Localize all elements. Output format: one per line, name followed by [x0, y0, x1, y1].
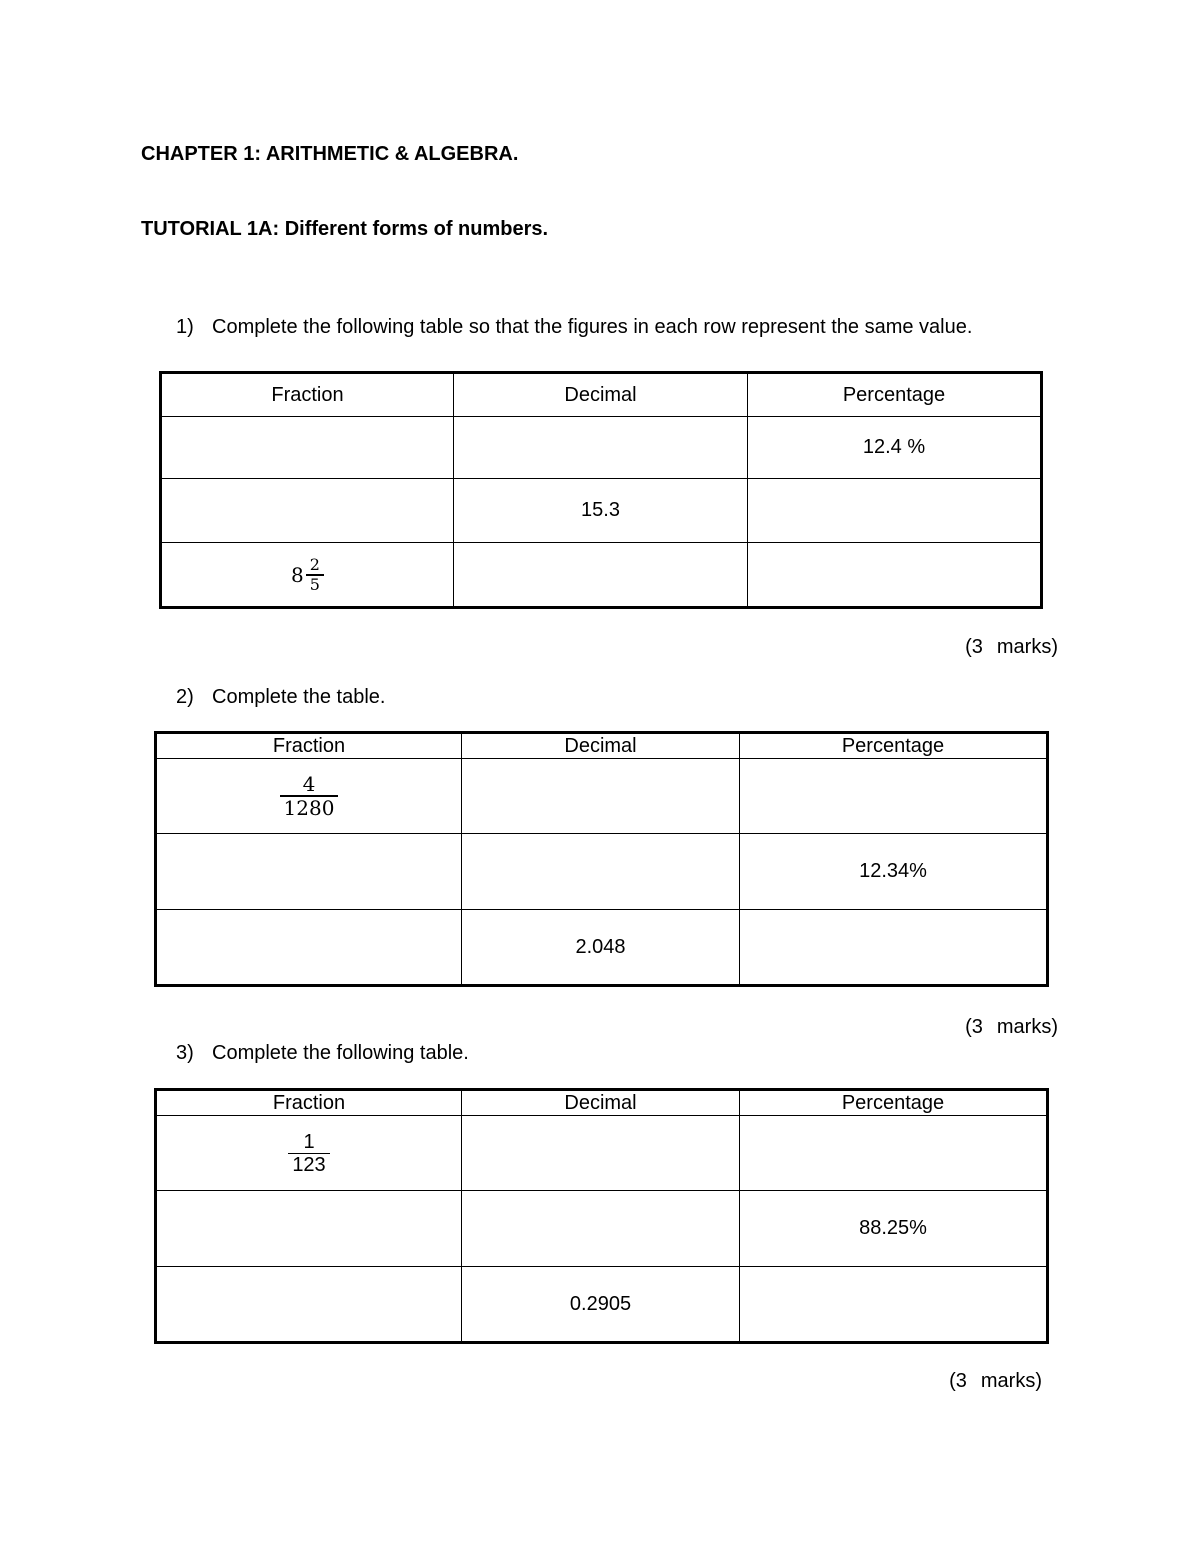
percentage-cell[interactable] — [740, 759, 1048, 834]
table-question-2 — [154, 731, 1049, 987]
decimal-cell[interactable] — [462, 759, 740, 834]
decimal-cell: 15.3 — [454, 479, 748, 543]
fraction-cell[interactable] — [156, 1191, 462, 1267]
mixed-fraction — [291, 556, 324, 593]
table-row — [161, 479, 1042, 543]
fraction-cell[interactable] — [161, 417, 454, 479]
chapter-title: CHAPTER 1: ARITHMETIC & ALGEBRA. — [141, 143, 519, 165]
decimal-cell: 2.048 — [462, 910, 740, 986]
fraction-numerator: 1 — [303, 1130, 315, 1153]
header-decimal: Decimal — [462, 733, 740, 759]
decimal-cell[interactable] — [454, 543, 748, 608]
header-percentage: Percentage — [748, 373, 1042, 417]
question-3-text: Complete the following table. — [212, 1042, 469, 1064]
fraction-cell[interactable] — [156, 834, 462, 910]
header-fraction: Fraction — [156, 733, 462, 759]
percentage-cell: 12.4 % — [748, 417, 1042, 479]
table-row — [156, 759, 1048, 834]
table-row — [156, 834, 1048, 910]
percentage-cell[interactable] — [740, 1116, 1048, 1191]
fraction-numerator: 4 — [302, 772, 316, 796]
decimal-cell[interactable] — [454, 417, 748, 479]
question-2-text: Complete the table. — [212, 686, 386, 708]
mixed-fraction-whole: 8 — [291, 562, 304, 587]
tutorial-title: TUTORIAL 1A: Different forms of numbers. — [141, 218, 549, 240]
fraction-cell — [161, 543, 454, 608]
question-1 — [176, 316, 972, 339]
question-2 — [176, 686, 385, 709]
header-decimal: Decimal — [462, 1090, 740, 1116]
table-header-row — [156, 733, 1048, 759]
table-question-1 — [159, 371, 1043, 609]
simple-fraction — [280, 773, 339, 819]
decimal-cell[interactable] — [462, 834, 740, 910]
header-percentage: Percentage — [740, 1090, 1048, 1116]
table-row — [156, 1191, 1048, 1267]
fraction-denominator: 1280 — [283, 796, 335, 820]
table-row — [161, 543, 1042, 608]
table-row — [161, 417, 1042, 479]
table-header-row — [156, 1090, 1048, 1116]
fraction-cell[interactable] — [161, 479, 454, 543]
fraction-numerator: 2 — [309, 554, 320, 574]
marks-question-3: (3 marks) — [949, 1370, 1042, 1392]
question-2-number: 2) — [176, 686, 194, 708]
marks-question-1: (3 marks) — [965, 636, 1058, 658]
table-row — [156, 1116, 1048, 1191]
table-header-row — [161, 373, 1042, 417]
header-decimal: Decimal — [454, 373, 748, 417]
question-3-number: 3) — [176, 1042, 194, 1064]
fraction-denominator: 5 — [309, 574, 320, 594]
percentage-cell[interactable] — [740, 910, 1048, 986]
table-question-3 — [154, 1088, 1049, 1344]
header-percentage: Percentage — [740, 733, 1048, 759]
percentage-cell[interactable] — [740, 1267, 1048, 1343]
fraction-denominator: 123 — [292, 1153, 326, 1176]
percentage-cell: 12.34% — [740, 834, 1048, 910]
question-1-text: Complete the following table so that the figures in each row represent the same value. — [212, 316, 973, 338]
fraction-cell[interactable] — [156, 1267, 462, 1343]
table-row — [156, 1267, 1048, 1343]
decimal-cell[interactable] — [462, 1116, 740, 1191]
percentage-cell[interactable] — [748, 479, 1042, 543]
table-row — [156, 910, 1048, 986]
question-1-number: 1) — [176, 316, 194, 338]
header-fraction: Fraction — [156, 1090, 462, 1116]
fraction-cell — [156, 1116, 462, 1191]
fraction-cell — [156, 759, 462, 834]
simple-fraction — [288, 1131, 329, 1176]
marks-question-2: (3 marks) — [965, 1016, 1058, 1038]
fraction-cell[interactable] — [156, 910, 462, 986]
decimal-cell: 0.2905 — [462, 1267, 740, 1343]
question-3 — [176, 1042, 469, 1065]
header-fraction: Fraction — [161, 373, 454, 417]
decimal-cell[interactable] — [462, 1191, 740, 1267]
percentage-cell[interactable] — [748, 543, 1042, 608]
percentage-cell: 88.25% — [740, 1191, 1048, 1267]
